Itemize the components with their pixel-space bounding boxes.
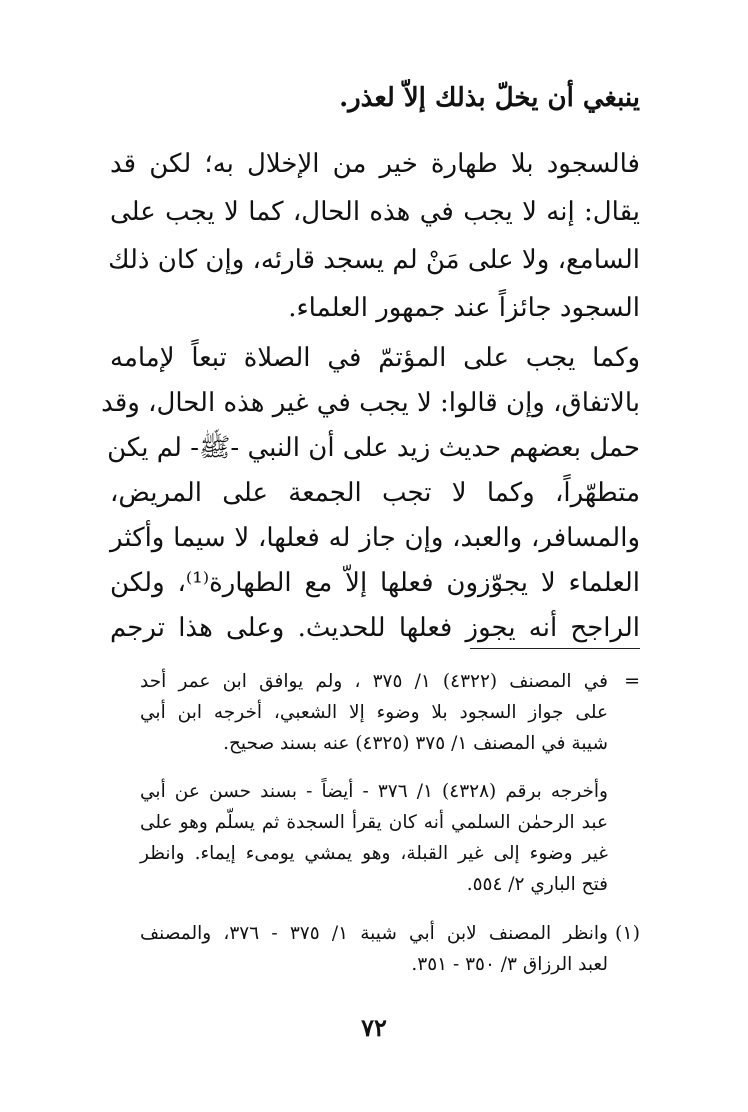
text-line: فالسجود بلا طهارة خير من الإخلال به؛ لكن قد — [110, 149, 640, 179]
text-line: السامع، ولا على مَنْ لم يسجد قارئه، وإن كان ذلك — [108, 245, 640, 275]
text-line: السجود جائزاً عند جمهور العلماء. — [288, 293, 640, 323]
text-line: يقال: إنه لا يجب في هذه الحال، كما لا يجب على — [110, 197, 640, 227]
footnote-line: عبد الرحمٰن السلمي أنه كان يقرأ السجدة ثم يسلّم وهو على — [140, 812, 608, 833]
footnote-line: وانظر المصنف لابن أبي شيبة ١/ ٣٧٥ - ٣٧٦، والمصنف — [140, 923, 608, 944]
footnote-separator — [470, 648, 640, 649]
text-line: حمل بعضهم حديث زيد على أن النبي -ﷺ- لم يكن — [107, 433, 640, 463]
footnote-number: (١) — [614, 922, 640, 944]
section-heading: ينبغي أن يخلّ بذلك إلاّ لعذر. — [339, 83, 640, 113]
text-line: الراجح أنه يجوز فعلها للحديث. وعلى هذا ترجم — [110, 613, 640, 643]
footnote-line: لعبد الرزاق ٣/ ٣٥٠ - ٣٥١. — [411, 954, 608, 975]
footnote-line: على جواز السجود بلا وضوء إلا الشعبي، أخرجه ابن أبي — [140, 702, 608, 723]
footnote-line: في المصنف (٤٣٢٢) ١/ ٣٧٥ ، ولم يوافق ابن عمر أحد — [140, 671, 608, 692]
text-line: وكما يجب على المؤتمّ في الصلاة تبعاً لإمامه — [110, 343, 640, 373]
footnote-line: شيبة في المصنف ١/ ٣٧٥ (٤٣٢٥) عنه بسند صحيح. — [223, 733, 608, 754]
text-line: متطهّراً، وكما لا تجب الجمعة على المريض، — [110, 478, 640, 508]
text-line: بالاتفاق، وإن قالوا: لا يجب في غير هذه الحال، وقد — [101, 388, 640, 418]
footnote-continuation-marker: = — [624, 670, 640, 692]
footnote-line: وأخرجه برقم (٤٣٢٨) ١/ ٣٧٦ - أيضاً - بسند حسن عن أبي — [140, 781, 608, 802]
text-line: العلماء لا يجوّزون فعلها إلاّ مع الطهارة⁽¹⁾، ولكن — [110, 568, 641, 598]
footnote-line: غير وضوء إلى غير القبلة، وهو يمشي يومىء إيماء. وانظر — [140, 843, 608, 864]
text-line: والمسافر، والعبد، وإن جاز له فعلها، لا سيما وأكثر — [110, 523, 640, 553]
footnote-line: فتح الباري ٢/ ٥٥٤. — [466, 874, 608, 895]
page-number: ٧٢ — [361, 1013, 387, 1042]
